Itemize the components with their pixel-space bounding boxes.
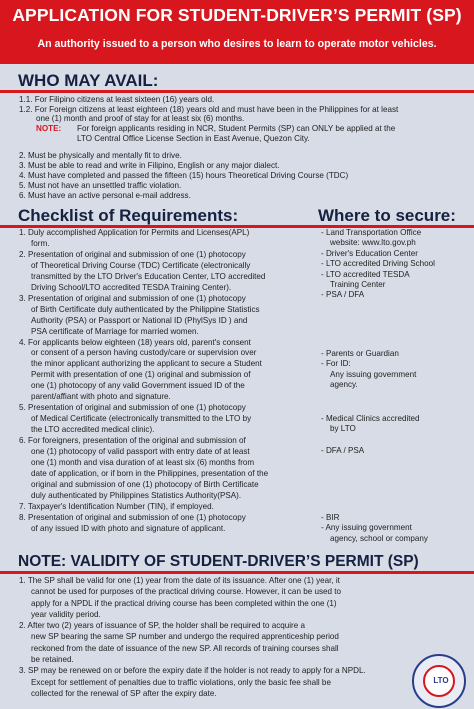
list-item: 2. Presentation of original and submission of one (1) photocopy — [19, 249, 246, 259]
list-item: the LTO accredited medical clinic). — [31, 425, 155, 435]
lto-seal-icon — [412, 654, 466, 708]
list-item: Training Center — [330, 280, 386, 290]
list-item: 1.1. For Filipino citizens at least sixteen (16) years old. — [19, 95, 215, 104]
checklist-list — [19, 228, 268, 535]
list-item: 4. Must have completed and passed the fifteen (15) hours Theoretical Driving Course (TDC) — [19, 170, 349, 180]
seal-text: LTO — [433, 676, 449, 685]
list-item: reckoned from the date of issuance of the new SP. All records of training courses shall — [31, 643, 339, 653]
where-list-a — [321, 228, 435, 301]
list-item: 6. For foreigners, presentation of the original and submission of — [19, 436, 246, 446]
where-heading: Where to secure: — [318, 206, 456, 225]
list-item: form. — [31, 238, 50, 248]
list-item: one (1) month and visa duration of at least six (6) months from — [31, 458, 255, 468]
list-item: of Theoretical Driving Course (TDC) Certificate (electronically — [31, 260, 251, 270]
list-item: cannot be used for purposes of the practical driving course. However, it can be used to — [31, 587, 341, 597]
list-item: by LTO — [330, 424, 356, 434]
list-item: 3. Presentation of original and submission of one (1) photocopy — [19, 293, 246, 303]
list-item: one (1) month and proof of stay for at least six (6) months. — [36, 114, 245, 124]
list-item: For foreign applicants residing in NCR, Student Permits (SP) can ONLY be applied at the — [77, 124, 396, 133]
list-item: 2. After two (2) years of issuance of SP, the holder shall be required to acquire a — [19, 621, 305, 631]
list-item: Authority (PSA) or Passport or National ID (PhylSys ID ) and — [31, 315, 248, 325]
list-item: new SP bearing the same SP number and undergo the required apprenticeship period — [31, 632, 339, 642]
divider — [0, 90, 474, 93]
list-item: Permit with presentation of one (1) original and submission of — [31, 370, 251, 380]
list-item: 1. Duly accomplished Application for Permits and Licenses(APL) — [19, 228, 250, 237]
list-item: of any issued ID with photo and signature of applicant. — [31, 523, 226, 533]
list-item: - Parents or Guardian — [321, 349, 399, 358]
where-list-d — [321, 446, 364, 456]
list-item: apply for a NPDL if the practical driving course has been completed within the one (1) — [31, 598, 337, 608]
list-item: date of application, or if born in the Philippines, presentation of the — [31, 468, 269, 478]
list-item: Driving School/LTO accredited TESDA Training Center). — [31, 282, 232, 292]
list-item: 1. The SP shall be valid for one (1) year from the date of its issuance. After one (1) year, it — [19, 576, 340, 585]
list-item: 7. Taxpayer's Identification Number (TIN), if employed. — [19, 501, 214, 511]
list-item: 4. For applicants below eighteen (18) years old, parent's consent — [19, 337, 251, 347]
list-item: one (1) photocopy of valid passport with entry date of at least — [31, 447, 250, 457]
list-item: 2. Must be physically and mentally fit to drive. — [19, 151, 182, 160]
list-item: year validity period. — [31, 609, 101, 619]
who-may-avail-list — [19, 95, 398, 124]
list-item: 3. Must be able to read and write in Filipino, English or any major dialect. — [19, 160, 280, 170]
list-item: 3. SP may be renewed on or before the expiry date if the holder is not ready to apply for a NPDL. — [19, 666, 366, 676]
list-item: agency, school or company — [330, 533, 428, 543]
list-item: - PSA / DFA — [321, 290, 365, 300]
where-list-e — [321, 513, 428, 544]
note-label: NOTE: — [36, 124, 62, 133]
list-item: - BIR — [321, 513, 340, 522]
list-item: Any issuing government — [330, 369, 417, 379]
list-item: duly authenticated by Philippines Statistics Authority(PSA). — [31, 490, 242, 500]
list-item: original and submission of one (1) photocopy of Birth Certificate — [31, 479, 259, 489]
list-item: - Land Transportation Office — [321, 228, 422, 237]
list-item: 5. Must not have an unsettled traffic violation. — [19, 180, 182, 190]
validity-heading: NOTE: VALIDITY OF STUDENT-DRIVER’S PERMIT (SP) — [18, 553, 419, 570]
list-item: of Birth Certificate duly authenticated by the Philippine Statistics — [31, 304, 260, 314]
list-item: of Medical Certificate (electronically transmitted to the LTO by — [31, 414, 252, 424]
list-item: or consent of a person having custody/care or supervision over — [31, 348, 257, 358]
list-item: - Medical Clinics accredited — [321, 414, 420, 423]
list-item: one (1) photocopy of any valid Government issued ID of the — [31, 381, 245, 391]
page-subtitle: An authority issued to a person who desires to learn to operate motor vehicles. — [37, 38, 437, 50]
list-item: website: www.lto.gov.ph — [330, 238, 416, 248]
list-item: LTO Central Office License Section in East Avenue, Quezon City. — [77, 133, 310, 143]
list-item: be retained. — [31, 655, 74, 665]
list-item: agency. — [330, 380, 358, 390]
list-item: parent/affiant with photo and signature. — [31, 392, 171, 402]
list-item: - DFA / PSA — [321, 446, 365, 455]
list-item: - Driver's Education Center — [321, 248, 418, 258]
list-item: 1.2. For Foreign citizens at least eighteen (18) years old and must have been in the Philippines for at least — [19, 104, 399, 114]
foreign-note — [77, 124, 395, 143]
where-list-b — [321, 349, 416, 391]
seal-center — [423, 665, 455, 697]
validity-list — [19, 575, 366, 699]
list-item: - LTO accredited TESDA — [321, 269, 410, 279]
list-item: collected for the renewal of SP after the expiry date. — [31, 688, 217, 698]
header-banner — [0, 0, 474, 64]
list-item: 8. Presentation of original and submission of one (1) photocopy — [19, 512, 246, 522]
who-may-avail-heading: WHO MAY AVAIL: — [18, 71, 159, 90]
list-item: - LTO accredited Driving School — [321, 259, 435, 269]
where-list-c — [321, 414, 420, 435]
list-item: Except for settlement of penalties due to traffic violations, only the basic fee shall be — [31, 677, 331, 687]
list-item: 5. Presentation of original and submission of one (1) photocopy — [19, 403, 246, 413]
list-item: the minor applicant authorizing the applicant to secure a Student — [31, 359, 262, 369]
page-title: APPLICATION FOR STUDENT-DRIVER’S PERMIT (SP) — [12, 5, 462, 25]
divider — [0, 571, 474, 574]
list-item: - For ID: — [321, 359, 351, 369]
list-item: PSA certificate of Marriage for married women. — [31, 326, 199, 336]
list-item: transmitted by the LTO Driver's Education Center, LTO accredited — [31, 271, 266, 281]
list-item: 6. Must have an active personal e-mail address. — [19, 190, 191, 200]
checklist-heading: Checklist of Requirements: — [18, 206, 239, 225]
requirements-list — [19, 151, 348, 201]
list-item: - Any issuing government — [321, 523, 412, 533]
